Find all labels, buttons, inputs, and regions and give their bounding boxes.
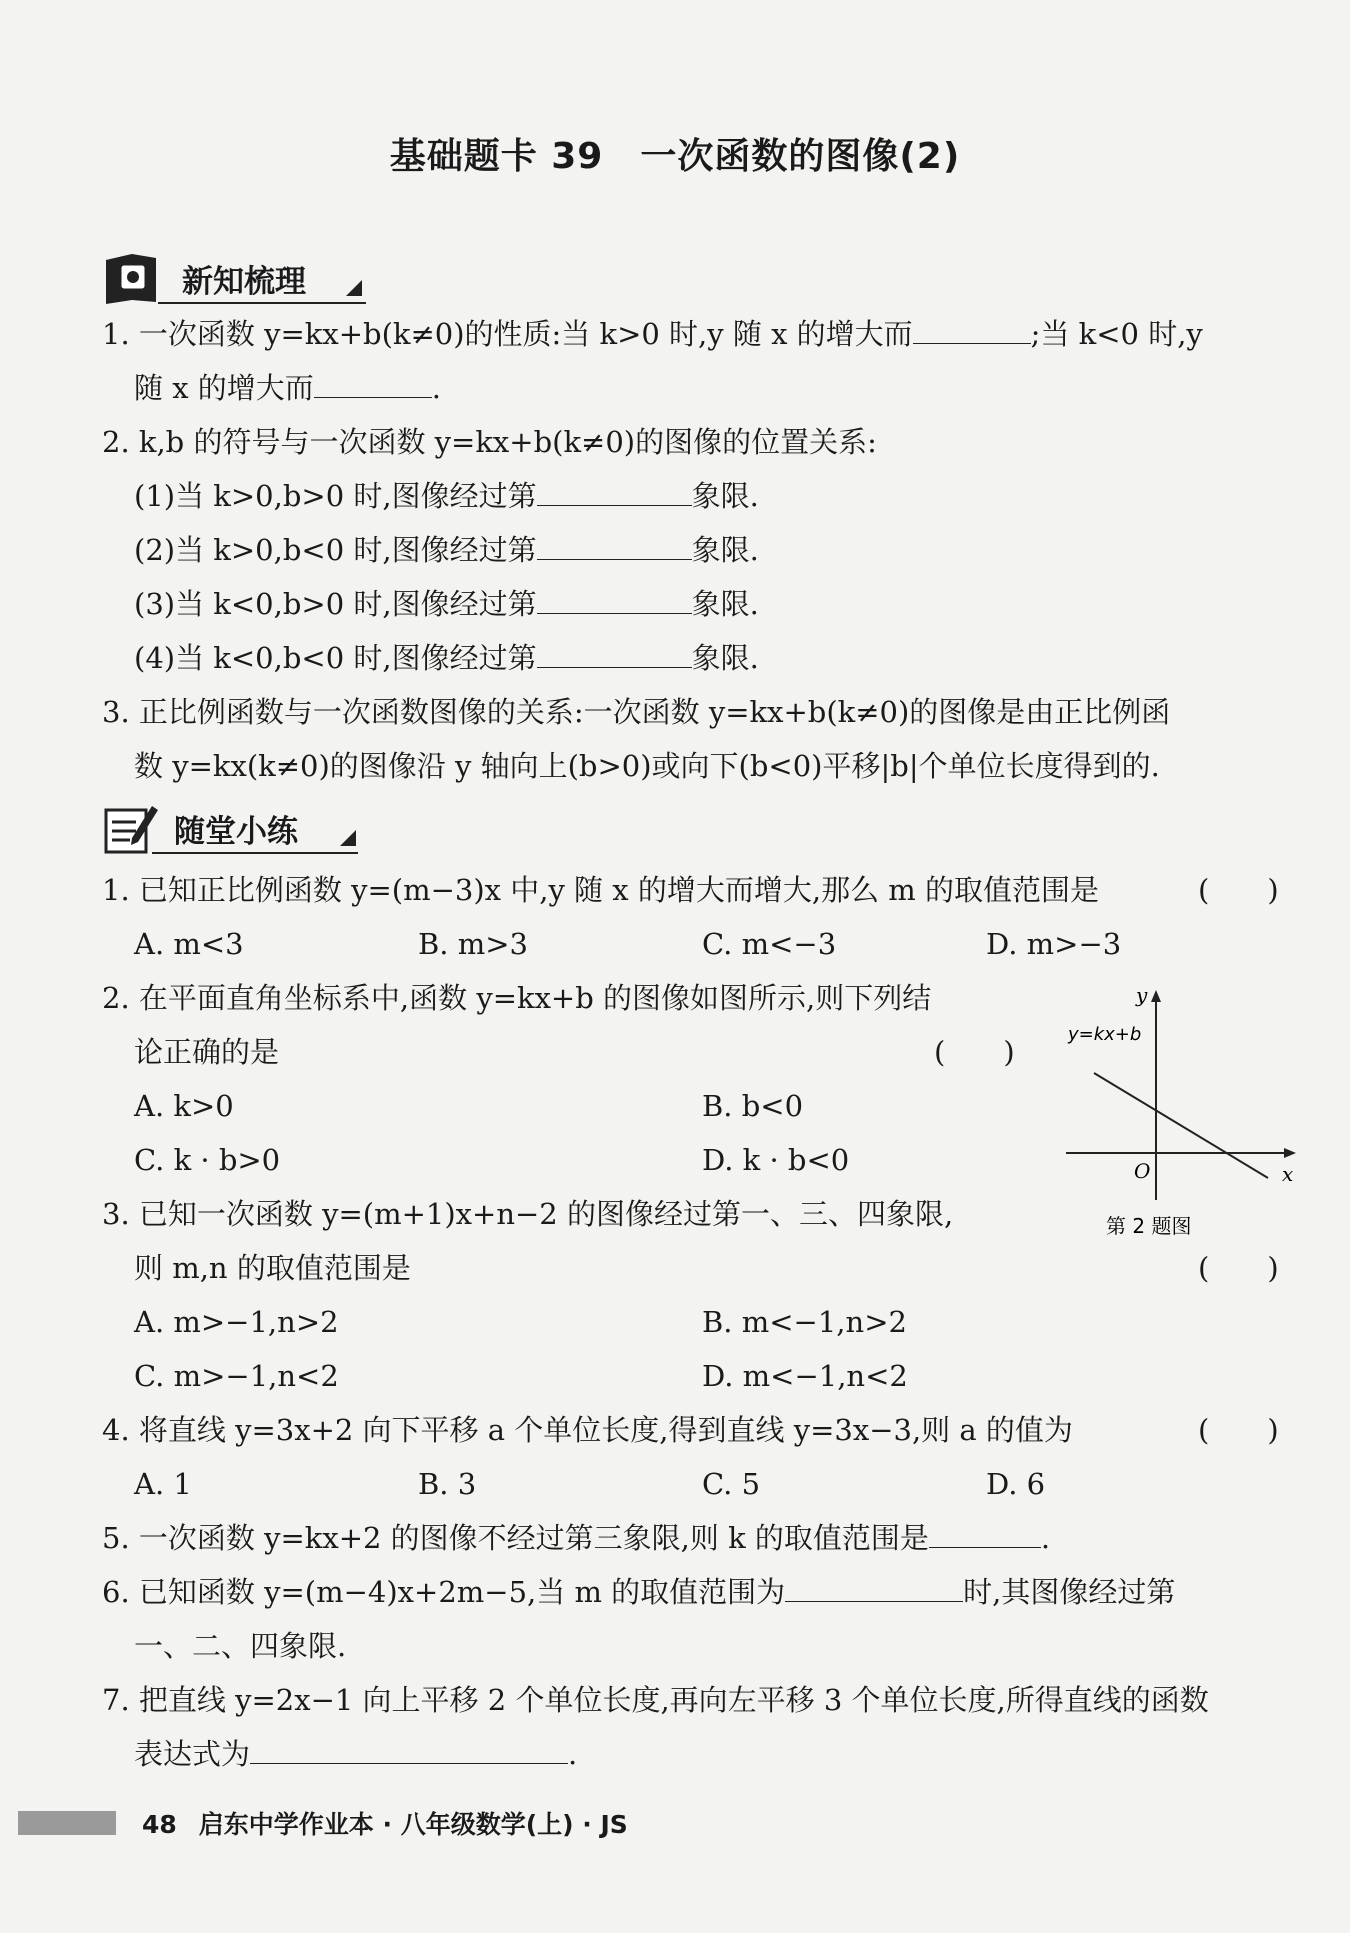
answer-blank[interactable] xyxy=(785,1573,963,1602)
y-axis-arrow xyxy=(1151,990,1161,1002)
section-label: 随堂小练 xyxy=(174,814,298,850)
s1-q3-line2: 数 y=kx(k≠0)的图像沿 y 轴向上(b>0)或向下(b<0)平移|b|个单位长度得到的. xyxy=(134,749,1160,783)
page-title: 基础题卡 39 一次函数的图像(2) xyxy=(389,136,961,177)
s1-q1-line2: 随 x 的增大而 . xyxy=(134,371,442,405)
page-footer xyxy=(0,1805,1350,1845)
s1-q1-line1: 1. 一次函数 y=kx+b(k≠0)的性质:当 k>0 时,y 随 x 的增大而 ;当 k<0 时,y xyxy=(102,317,1203,351)
answer-paren[interactable]: ( ) xyxy=(934,1035,1015,1069)
option-b[interactable]: B. 3 xyxy=(418,1467,477,1501)
option-c[interactable]: C. m>−1,n<2 xyxy=(134,1359,339,1393)
s1-q2-item: (2)当 k>0,b<0 时,图像经过第 象限. xyxy=(134,533,759,567)
y-axis-label: y xyxy=(1136,983,1148,1007)
option-a[interactable]: A. 1 xyxy=(134,1467,192,1501)
option-a[interactable]: A. k>0 xyxy=(134,1089,234,1123)
answer-paren[interactable]: ( ) xyxy=(1198,873,1279,907)
book-icon xyxy=(102,250,160,306)
option-c[interactable]: C. 5 xyxy=(702,1467,761,1501)
option-b[interactable]: B. m>3 xyxy=(418,927,528,961)
origin-label: O xyxy=(1134,1159,1151,1183)
footer-bar xyxy=(18,1811,116,1835)
p7-stem-line1: 7. 把直线 y=2x−1 向上平移 2 个单位长度,再向左平移 3 个单位长度,所得直线的函数 xyxy=(102,1683,1209,1717)
answer-blank[interactable] xyxy=(537,531,692,560)
p6-stem-line1: 6. 已知函数 y=(m−4)x+2m−5,当 m 的取值范围为 时,其图像经过第 xyxy=(102,1575,1176,1609)
answer-blank[interactable] xyxy=(537,585,692,614)
s1-q2-item: (4)当 k<0,b<0 时,图像经过第 象限. xyxy=(134,641,759,675)
option-b[interactable]: B. m<−1,n>2 xyxy=(702,1305,907,1339)
answer-blank[interactable] xyxy=(913,315,1031,344)
footer-text xyxy=(142,1805,628,1841)
option-c[interactable]: C. k · b>0 xyxy=(134,1143,281,1177)
p5-stem: 5. 一次函数 y=kx+2 的图像不经过第三象限,则 k 的取值范围是 . xyxy=(102,1521,1051,1555)
p2-stem-line1: 2. 在平面直角坐标系中,函数 y=kx+b 的图像如图所示,则下列结 xyxy=(102,981,932,1015)
option-d[interactable]: D. k · b<0 xyxy=(702,1143,850,1177)
p3-stem-line2: 则 m,n 的取值范围是 xyxy=(134,1251,411,1285)
section-label: 新知梳理 xyxy=(182,264,306,300)
section-underline xyxy=(152,852,358,854)
corner-mark xyxy=(346,280,362,296)
answer-blank[interactable] xyxy=(537,639,692,668)
p2-stem-line2: 论正确的是 xyxy=(134,1035,280,1069)
s1-q2-item: (3)当 k<0,b>0 时,图像经过第 象限. xyxy=(134,587,759,621)
s1-q2-item: (1)当 k>0,b>0 时,图像经过第 象限. xyxy=(134,479,759,513)
s1-q3-line1: 3. 正比例函数与一次函数图像的关系:一次函数 y=kx+b(k≠0)的图像是由正比例函 xyxy=(102,695,1171,729)
p7-stem-line2: 表达式为 . xyxy=(134,1737,578,1771)
corner-mark xyxy=(340,830,356,846)
figure-caption: 第 2 题图 xyxy=(1106,1214,1192,1238)
answer-blank[interactable] xyxy=(929,1519,1041,1548)
p1-stem: 1. 已知正比例函数 y=(m−3)x 中,y 随 x 的增大而增大,那么 m 的取值范围是 xyxy=(102,873,1100,907)
x-axis-arrow xyxy=(1284,1148,1296,1158)
option-a[interactable]: A. m<3 xyxy=(134,927,244,961)
s1-q2: 2. k,b 的符号与一次函数 y=kx+b(k≠0)的图像的位置关系: xyxy=(102,425,877,459)
option-a[interactable]: A. m>−1,n>2 xyxy=(134,1305,339,1339)
book-title: 启东中学作业本 · 八年级数学(上) · JS xyxy=(198,1810,628,1839)
p6-stem-line2: 一、二、四象限. xyxy=(134,1629,347,1663)
option-d[interactable]: D. m>−3 xyxy=(986,927,1122,961)
line-label: y=kx+b xyxy=(1068,1024,1142,1045)
notebook-pencil-icon xyxy=(102,800,160,856)
option-d[interactable]: D. 6 xyxy=(986,1467,1046,1501)
section-header-new-knowledge xyxy=(102,250,367,306)
answer-paren[interactable]: ( ) xyxy=(1198,1413,1279,1447)
option-b[interactable]: B. b<0 xyxy=(702,1089,804,1123)
option-d[interactable]: D. m<−1,n<2 xyxy=(702,1359,908,1393)
answer-blank[interactable] xyxy=(314,369,432,398)
p3-stem-line1: 3. 已知一次函数 y=(m+1)x+n−2 的图像经过第一、三、四象限, xyxy=(102,1197,954,1231)
function-line xyxy=(1094,1073,1268,1178)
answer-blank[interactable] xyxy=(537,477,692,506)
page-number: 48 xyxy=(142,1810,177,1839)
section-underline xyxy=(158,302,366,304)
option-c[interactable]: C. m<−3 xyxy=(702,927,837,961)
answer-paren[interactable]: ( ) xyxy=(1198,1251,1279,1285)
answer-blank[interactable] xyxy=(250,1735,568,1764)
p4-stem: 4. 将直线 y=3x+2 向下平移 a 个单位长度,得到直线 y=3x−3,则 a 的值为 xyxy=(102,1413,1073,1447)
problem-2-figure xyxy=(1056,978,1306,1248)
x-axis-label: x xyxy=(1282,1162,1294,1186)
section-header-practice xyxy=(102,800,360,856)
